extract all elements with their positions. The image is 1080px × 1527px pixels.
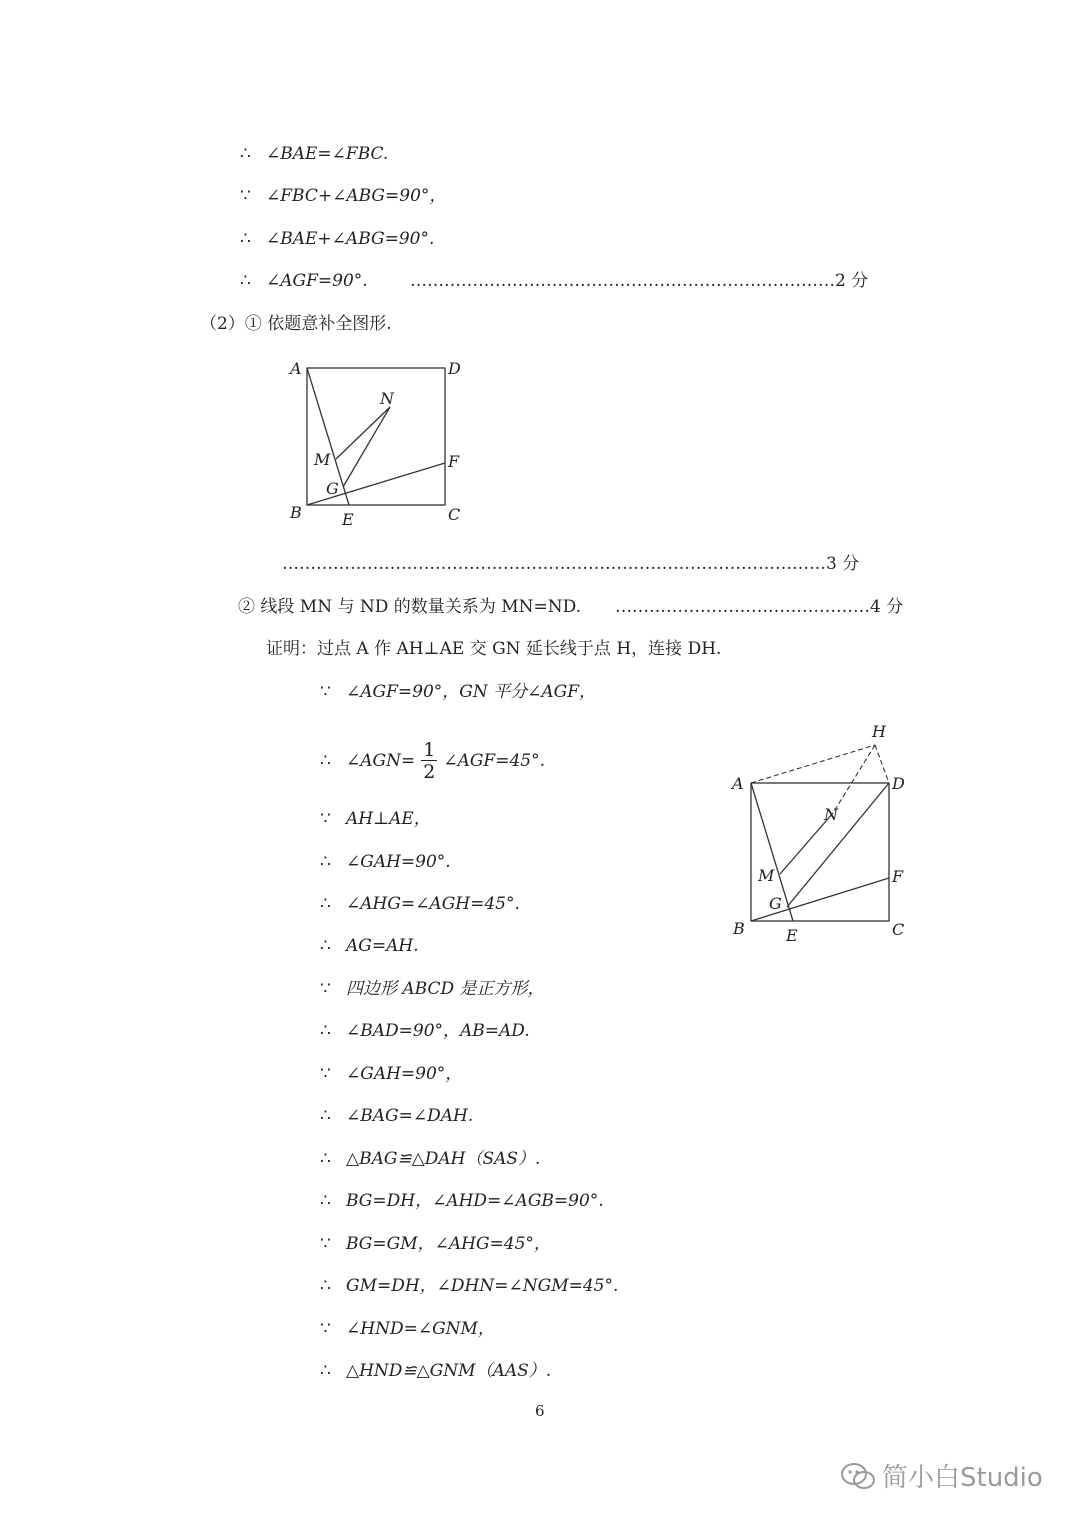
proof-line-16: ∴ △HND≌△GNM（AAS）. [320,1361,552,1381]
line-3: ∴ ∠BAE+∠ABG=90°. [240,229,435,249]
label-b: B [290,503,302,522]
label-n: N [824,805,838,824]
figure-2 [720,715,920,950]
segment-mn [336,407,390,459]
label-d: D [448,359,461,378]
wechat-icon [840,1461,876,1491]
label-g: G [769,894,782,913]
proof-intro: 证明：过点 A 作 AH⊥AE 交 GN 延长线于点 H，连接 DH. [266,639,722,659]
label-m: M [758,866,775,885]
proof-line-12: ∴ BG=DH，∠AHD=∠AGB=90°. [320,1191,604,1211]
proof-line-7: ∵ 四边形 ABCD 是正方形， [320,979,545,999]
part2-2: ② 线段 MN 与 ND 的数量关系为 MN=ND. [238,597,582,617]
label-d: D [892,774,905,793]
label-g: G [326,479,339,498]
segment-hd [875,745,889,783]
label-h: H [872,722,886,741]
label-e: E [342,510,354,529]
proof-line-9: ∵ ∠GAH=90°， [320,1064,463,1084]
label-c: C [892,920,905,939]
label-f: F [448,452,460,471]
proof-line-8: ∴ ∠BAD=90°，AB=AD. [320,1021,530,1041]
proof-line-4: ∴ ∠GAH=90°. [320,852,451,872]
label-a: A [732,774,744,793]
proof-line-11: ∴ △BAG≌△DAH（SAS）. [320,1149,541,1169]
proof-line-6: ∴ AG=AH. [320,936,419,956]
score-3: ……………………………………………………………………………………3 分 [282,554,860,574]
proof-line-1: ∵ ∠AGF=90°，GN 平分∠AGF， [320,682,597,702]
segment-de [787,783,889,907]
segment-hn [833,745,875,813]
label-m: M [314,450,331,469]
proof-line-2: ∴ ∠AGN= $\frac{1}{2}$ ∠AGF=45°. [320,739,546,783]
proof-line-14: ∴ GM=DH，∠DHN=∠NGM=45°. [320,1276,619,1296]
proof-line-15: ∵ ∠HND=∠GNM， [320,1319,495,1339]
line-2: ∵ ∠FBC+∠ABG=90°， [240,186,447,206]
label-b: B [733,919,745,938]
label-a: A [290,359,302,378]
proof-line-10: ∴ ∠BAG=∠DAH. [320,1106,474,1126]
score-4: ………………………………………4 分 [615,597,904,617]
watermark [840,1457,1043,1494]
label-c: C [448,505,461,524]
label-e: E [786,926,798,945]
page-number: 6 [535,1402,545,1420]
line-1: ∴ ∠BAE=∠FBC. [240,144,389,164]
watermark-text: 简小白Studio [882,1463,1043,1493]
proof-line-5: ∴ ∠AHG=∠AGH=45°. [320,894,520,914]
fraction-half: $\frac{1}{2}$ [423,739,436,783]
proof-line-3: ∵ AH⊥AE， [320,809,431,829]
figure-1 [280,355,480,535]
proof-line-13: ∵ BG=GM，∠AHG=45°， [320,1234,551,1254]
label-n: N [380,389,394,408]
segment-ah [751,745,875,783]
part2-heading: （2）① 依题意补全图形. [200,314,392,334]
segment-ng [343,407,390,487]
score-2: …………………………………………………………………2 分 [410,271,869,291]
line-4: ∴ ∠AGF=90°. [240,271,368,291]
label-f: F [892,867,904,886]
